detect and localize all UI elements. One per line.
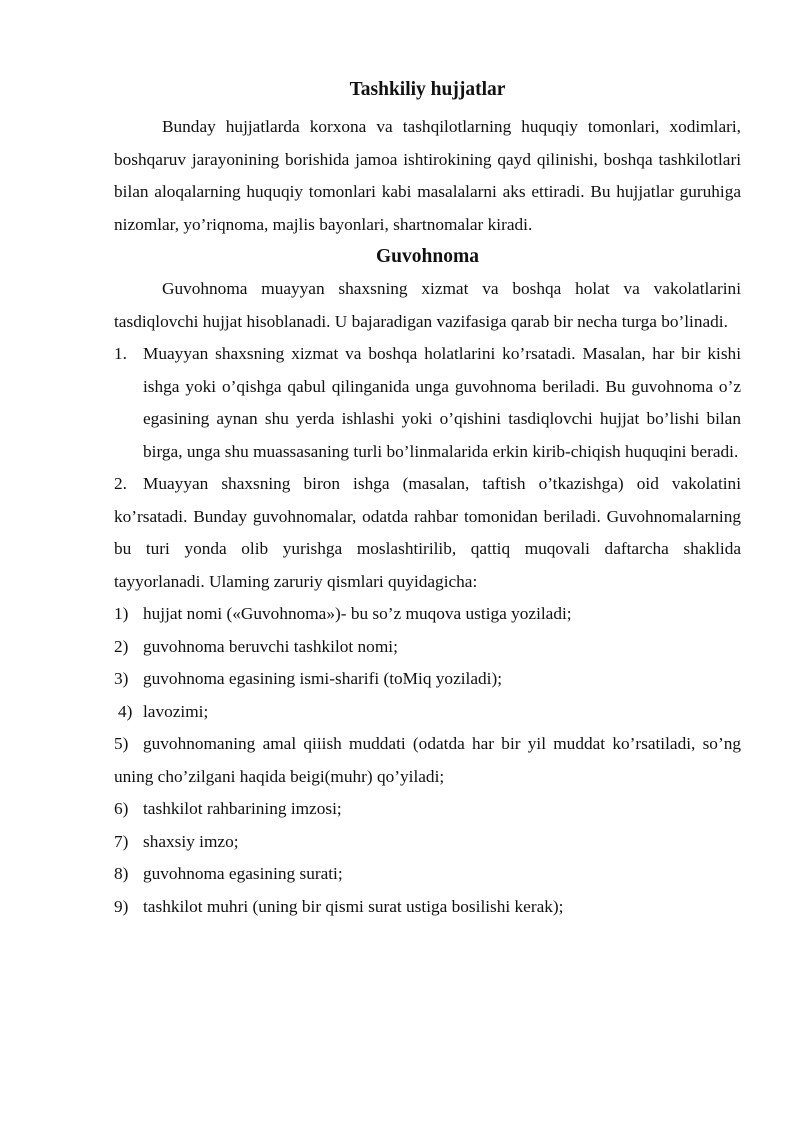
requisite-number: 7) (114, 831, 129, 851)
requisite-item (114, 793, 741, 826)
requisite-text: tashkilot muhri (uning bir qismi surat ustiga bosilishi kerak); (143, 896, 564, 916)
requisite-number: 2) (114, 636, 129, 656)
requisite-number: 1) (114, 604, 129, 623)
requisite-number: 3) (114, 669, 129, 688)
requisite-item (114, 826, 741, 859)
section-title: Guvohnoma (376, 246, 479, 267)
requisite-text: guvohnomaning amal qiiish muddati (odatda har bir yil muddat ko’rsatiladi, so’ng uning cho’zilgani haqida beigi(muhr) qo’yiladi; (114, 734, 741, 786)
requisite-item (114, 631, 741, 664)
requisite-text: lavozimi; (143, 701, 209, 721)
type-item-number: 1. (114, 344, 127, 363)
requisite-text: guvohnoma beruvchi tashkilot nomi; (143, 636, 398, 656)
requisite-number: 8) (114, 864, 129, 883)
requisite-item (114, 891, 741, 924)
document-title: Tashkiliy hujjatlar (349, 79, 506, 100)
requisite-item (114, 598, 741, 631)
requisite-text: hujjat nomi («Guvohnoma»)- bu so’z muqova ustiga yoziladi; (143, 604, 572, 623)
requisite-number: 5) (114, 734, 129, 753)
type-item (114, 338, 741, 468)
type-item-text: Muayyan shaxsning biron ishga (masalan, taftish o’tkazishga) oid vakolatini ko’rsatadi. Bunday guvohnomalar, odatda rahbar tomonidan beriladi. Guvohnomalarning bu turi yonda olib yurishga moslashtirilib, qattiq muqovali daftarcha shaklida tayyorlanadi. Ulaming zaruriy qismlari quyidagicha: (114, 474, 741, 591)
requisite-text: guvohnoma egasining surati; (143, 864, 343, 883)
type-item-text: Muayyan shaxsning xizmat va boshqa holatlarini ko’rsatadi. Masalan, har bir kishi ishga yoki o’qishga qabul qilinganida unga guvohnoma beriladi. Bu guvohnoma o’z egasining aynan shu yerda ishlashi yoki o’qishini tasdiqlovchi hujjat bo’lishi bilan birga, unga shu muassasaning turli bo’linmalarida erkin kirib-chiqish huquqini beradi. (143, 344, 741, 461)
requisite-item (114, 696, 741, 729)
requisite-number: 6) (114, 799, 129, 818)
requisite-number: 4) (118, 701, 133, 721)
type-item (114, 468, 741, 598)
type-item-number: 2. (114, 474, 127, 493)
requisite-item (114, 858, 741, 891)
requisite-number: 9) (114, 896, 129, 916)
requisite-item (114, 663, 741, 696)
section-intro-paragraph: Guvohnoma muayyan shaxsning xizmat va boshqa holat va vakolatlarini tasdiqlovchi hujjat hisoblanadi. U bajaradigan vazifasiga qarab bir necha turga bo’linadi. (114, 279, 741, 331)
document-body (114, 74, 741, 923)
requisite-text: shaxsiy imzo; (143, 831, 239, 851)
requisite-text: guvohnoma egasining ismi-sharifi (toMiq yoziladi); (143, 669, 503, 688)
requisite-text: tashkilot rahbarining imzosi; (143, 799, 342, 818)
requisite-item (114, 728, 741, 793)
intro-paragraph: Bunday hujjatlarda korxona va tashqilotlarning huquqiy tomonlari, xodimlari, boshqaruv jarayonining borishida jamoa ishtirokining qayd qilinishi, boshqa tashkilotlari bilan aloqalarning huquqiy tomonlari kabi masalalarni aks ettiradi. Bu hujjatlar guruhiga nizomlar, yo’riqnoma, majlis bayonlari, shartnomalar kiradi. (114, 117, 741, 234)
